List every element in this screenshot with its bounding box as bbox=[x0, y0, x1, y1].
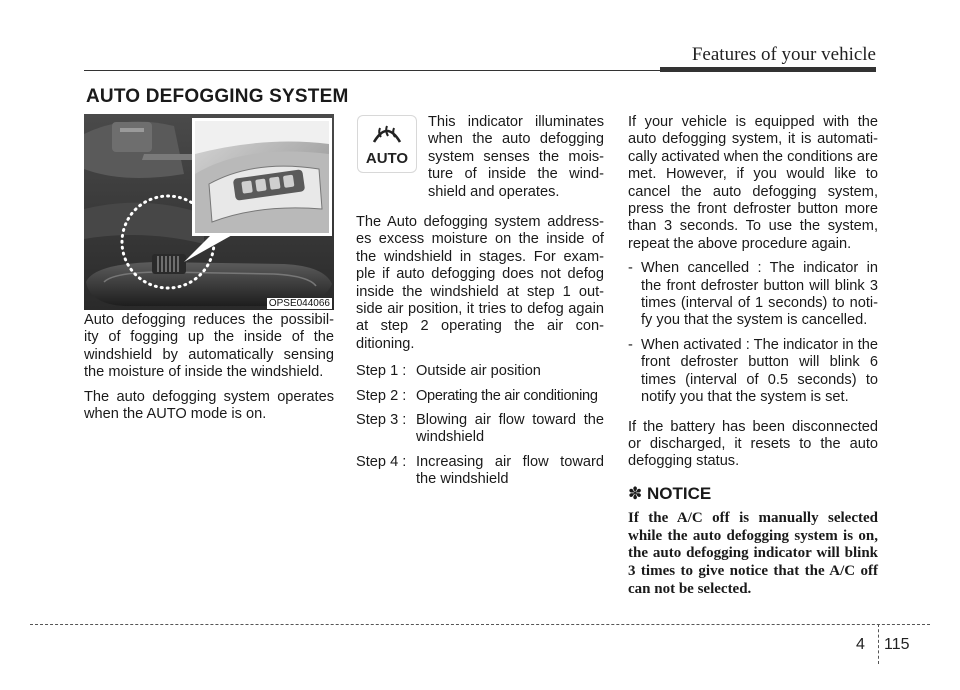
step-label: Step 2 : bbox=[356, 387, 407, 404]
column-middle bbox=[356, 214, 604, 496]
step-text: Blowing air flow toward the windshield bbox=[416, 412, 604, 446]
step-item bbox=[356, 388, 604, 405]
mirror-sensor-illustration bbox=[84, 114, 334, 310]
auto-icon-label: AUTO bbox=[365, 150, 409, 167]
header-accent-bar bbox=[660, 67, 876, 72]
step-text: Operating the air conditioning bbox=[416, 387, 598, 404]
notice-symbol-icon: ✽ bbox=[628, 483, 643, 503]
step-text: Increasing air flow toward the windshield bbox=[416, 453, 604, 488]
notice-heading bbox=[628, 485, 878, 502]
step-label: Step 1 : bbox=[356, 363, 407, 380]
paragraph: The auto defogging system operates when the AUTO mode is on. bbox=[84, 388, 334, 423]
figure-defog-sensor bbox=[84, 114, 334, 310]
step-text: Outside air position bbox=[416, 363, 541, 380]
column-right bbox=[628, 114, 878, 605]
step-item bbox=[356, 412, 604, 447]
auto-defog-indicator-icon bbox=[358, 116, 416, 172]
list-item bbox=[628, 337, 878, 407]
bullet-dash: - bbox=[628, 260, 633, 277]
notice-title: NOTICE bbox=[646, 483, 712, 503]
bullet-text: When activated : The indicator in the front defroster button will blink 6 times (interval of 0.5 seconds) to notify you that the system is set. bbox=[641, 336, 878, 406]
step-item bbox=[356, 454, 604, 489]
step-label: Step 4 : bbox=[356, 453, 407, 470]
list-item bbox=[628, 260, 878, 330]
paragraph: If the battery has been disconnected or discharged, it resets to the auto defogging status. bbox=[628, 418, 878, 470]
section-title: AUTO DEFOGGING SYSTEM bbox=[86, 86, 349, 107]
notice-text: If the A/C off is manually selected while the auto defogging system is on, the auto defogging indicator will blink 3 times to give notice that the A/C off can not be selected. bbox=[628, 510, 878, 597]
step-label: Step 3 : bbox=[356, 412, 407, 429]
running-header-title: Features of your vehicle bbox=[691, 44, 876, 65]
step-item bbox=[356, 363, 604, 380]
column-left bbox=[84, 312, 334, 430]
defroster-icon bbox=[358, 116, 416, 172]
bullet-dash: - bbox=[628, 336, 633, 353]
chapter-number: 4 bbox=[856, 636, 865, 653]
footer-divider bbox=[878, 624, 879, 664]
figure-code: OPSE044066 bbox=[268, 298, 330, 309]
footer-rule bbox=[30, 624, 930, 625]
bullet-text: When cancelled : The indicator in the front defroster button will blink 3 times (interval of 1 seconds) to noti- fy you that the system is cancelled. bbox=[641, 260, 878, 329]
paragraph: The Auto defogging system address- es excess moisture on the inside of the windshield in stages. For exam- ple if auto defogging does not defog inside the windshield at step 1 out- side air position, it tries to defog again at step 2 operating the air con- ditioning. bbox=[356, 214, 604, 352]
paragraph: Auto defogging reduces the possibil- ity of fogging up the inside of the windshield by automatically sensing the moisture of inside the windshield. bbox=[84, 312, 334, 381]
step-list bbox=[356, 363, 604, 488]
page-number: 115 bbox=[884, 636, 910, 653]
paragraph: If your vehicle is equipped with the auto defogging system, it is automati- cally activated when the conditions are met. However, if you would like to cancel the auto defogging system, press the front defroster button more than 3 seconds. To use the system, repeat the above procedure again. bbox=[628, 114, 878, 252]
indicator-description: This indicator illuminates when the auto defogging system senses the mois- ture of inside the wind- shield and operates. bbox=[428, 114, 604, 200]
